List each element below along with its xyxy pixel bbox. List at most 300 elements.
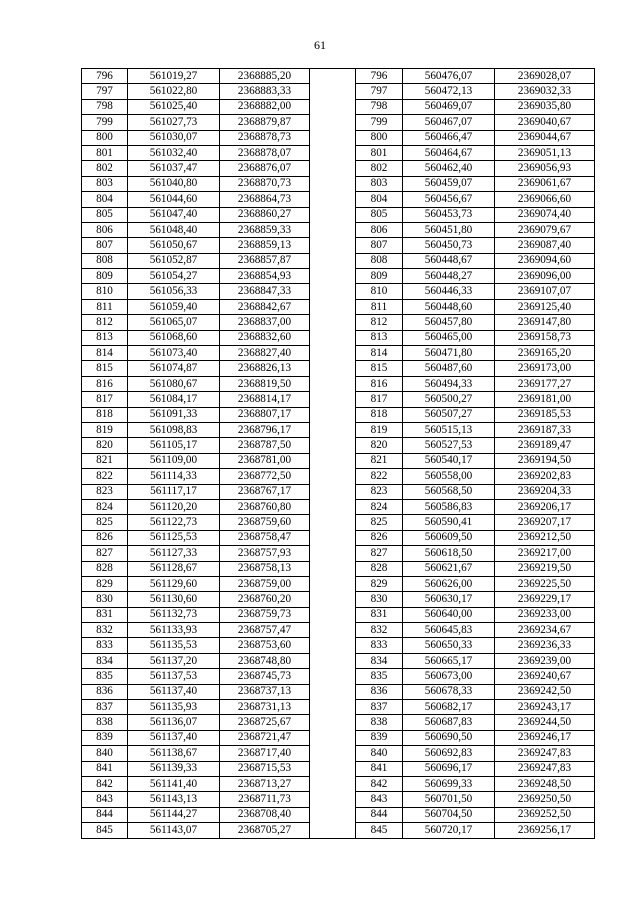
- right-point-number-cell: 801: [356, 145, 403, 160]
- left-x-coordinate-cell: 561127,33: [128, 546, 220, 561]
- right-point-number-cell: 826: [356, 530, 403, 545]
- left-x-coordinate-cell: 561047,40: [128, 207, 220, 222]
- right-point-number-cell: 833: [356, 638, 403, 653]
- column-gap: [310, 561, 356, 576]
- left-y-coordinate-cell: 2368767,17: [220, 484, 310, 499]
- column-gap: [310, 530, 356, 545]
- table-row: [82, 99, 595, 114]
- left-point-number-cell: 831: [82, 607, 128, 622]
- column-gap: [310, 269, 356, 284]
- column-gap: [310, 422, 356, 437]
- table-row: [82, 546, 595, 561]
- right-point-number-cell: 807: [356, 238, 403, 253]
- right-point-number-cell: 831: [356, 607, 403, 622]
- right-y-coordinate-cell: 2369181,00: [495, 392, 595, 407]
- right-x-coordinate-cell: 560469,07: [403, 99, 495, 114]
- left-point-number-cell: 836: [82, 684, 128, 699]
- right-point-number-cell: 813: [356, 330, 403, 345]
- right-point-number-cell: 840: [356, 746, 403, 761]
- right-x-coordinate-cell: 560527,53: [403, 438, 495, 453]
- right-point-number-cell: 810: [356, 284, 403, 299]
- left-x-coordinate-cell: 561139,33: [128, 761, 220, 776]
- right-y-coordinate-cell: 2369074,40: [495, 207, 595, 222]
- left-y-coordinate-cell: 2368715,53: [220, 761, 310, 776]
- left-point-number-cell: 827: [82, 546, 128, 561]
- right-x-coordinate-cell: 560650,33: [403, 638, 495, 653]
- right-x-coordinate-cell: 560448,67: [403, 253, 495, 268]
- table-row: [82, 453, 595, 468]
- left-y-coordinate-cell: 2368878,73: [220, 130, 310, 145]
- column-gap: [310, 715, 356, 730]
- table-row: [82, 69, 595, 84]
- left-y-coordinate-cell: 2368753,60: [220, 638, 310, 653]
- left-point-number-cell: 818: [82, 407, 128, 422]
- left-y-coordinate-cell: 2368854,93: [220, 269, 310, 284]
- right-y-coordinate-cell: 2369040,67: [495, 115, 595, 130]
- left-point-number-cell: 840: [82, 746, 128, 761]
- left-y-coordinate-cell: 2368860,27: [220, 207, 310, 222]
- left-x-coordinate-cell: 561027,73: [128, 115, 220, 130]
- right-x-coordinate-cell: 560472,13: [403, 84, 495, 99]
- column-gap: [310, 730, 356, 745]
- table-row: [82, 515, 595, 530]
- left-x-coordinate-cell: 561128,67: [128, 561, 220, 576]
- right-point-number-cell: 818: [356, 407, 403, 422]
- left-x-coordinate-cell: 561135,53: [128, 638, 220, 653]
- right-x-coordinate-cell: 560690,50: [403, 730, 495, 745]
- column-gap: [310, 69, 356, 84]
- left-x-coordinate-cell: 561044,60: [128, 192, 220, 207]
- right-y-coordinate-cell: 2369236,33: [495, 638, 595, 653]
- column-gap: [310, 807, 356, 822]
- right-y-coordinate-cell: 2369250,50: [495, 792, 595, 807]
- right-point-number-cell: 842: [356, 776, 403, 791]
- left-point-number-cell: 809: [82, 269, 128, 284]
- right-x-coordinate-cell: 560696,17: [403, 761, 495, 776]
- table-row: [82, 438, 595, 453]
- left-point-number-cell: 832: [82, 623, 128, 638]
- right-y-coordinate-cell: 2369094,60: [495, 253, 595, 268]
- left-y-coordinate-cell: 2368757,47: [220, 623, 310, 638]
- left-x-coordinate-cell: 561048,40: [128, 222, 220, 237]
- left-y-coordinate-cell: 2368796,17: [220, 422, 310, 437]
- right-x-coordinate-cell: 560682,17: [403, 700, 495, 715]
- right-y-coordinate-cell: 2369194,50: [495, 453, 595, 468]
- right-y-coordinate-cell: 2369185,53: [495, 407, 595, 422]
- table-row: [82, 730, 595, 745]
- left-y-coordinate-cell: 2368758,13: [220, 561, 310, 576]
- left-y-coordinate-cell: 2368814,17: [220, 392, 310, 407]
- right-point-number-cell: 824: [356, 499, 403, 514]
- left-y-coordinate-cell: 2368757,93: [220, 546, 310, 561]
- left-x-coordinate-cell: 561074,87: [128, 361, 220, 376]
- table-row: [82, 715, 595, 730]
- table-row: [82, 422, 595, 437]
- left-x-coordinate-cell: 561084,17: [128, 392, 220, 407]
- left-x-coordinate-cell: 561136,07: [128, 715, 220, 730]
- right-point-number-cell: 798: [356, 99, 403, 114]
- right-x-coordinate-cell: 560500,27: [403, 392, 495, 407]
- left-x-coordinate-cell: 561129,60: [128, 576, 220, 591]
- column-gap: [310, 192, 356, 207]
- right-x-coordinate-cell: 560465,00: [403, 330, 495, 345]
- column-gap: [310, 407, 356, 422]
- table-row: [82, 576, 595, 591]
- left-y-coordinate-cell: 2368758,47: [220, 530, 310, 545]
- right-point-number-cell: 830: [356, 592, 403, 607]
- left-point-number-cell: 815: [82, 361, 128, 376]
- right-point-number-cell: 829: [356, 576, 403, 591]
- right-x-coordinate-cell: 560466,47: [403, 130, 495, 145]
- left-point-number-cell: 817: [82, 392, 128, 407]
- table-row: [82, 484, 595, 499]
- left-point-number-cell: 833: [82, 638, 128, 653]
- table-row: [82, 253, 595, 268]
- table-row: [82, 607, 595, 622]
- table-row: [82, 530, 595, 545]
- left-x-coordinate-cell: 561025,40: [128, 99, 220, 114]
- right-y-coordinate-cell: 2369165,20: [495, 346, 595, 361]
- table-row: [82, 299, 595, 314]
- left-x-coordinate-cell: 561137,53: [128, 669, 220, 684]
- right-y-coordinate-cell: 2369087,40: [495, 238, 595, 253]
- left-x-coordinate-cell: 561125,53: [128, 530, 220, 545]
- right-y-coordinate-cell: 2369125,40: [495, 299, 595, 314]
- right-point-number-cell: 814: [356, 346, 403, 361]
- left-point-number-cell: 820: [82, 438, 128, 453]
- table-row: [82, 469, 595, 484]
- table-row: [82, 161, 595, 176]
- left-point-number-cell: 842: [82, 776, 128, 791]
- column-gap: [310, 592, 356, 607]
- table-row: [82, 684, 595, 699]
- column-gap: [310, 746, 356, 761]
- left-point-number-cell: 805: [82, 207, 128, 222]
- left-point-number-cell: 828: [82, 561, 128, 576]
- column-gap: [310, 253, 356, 268]
- right-y-coordinate-cell: 2369248,50: [495, 776, 595, 791]
- column-gap: [310, 284, 356, 299]
- table-row: [82, 376, 595, 391]
- right-y-coordinate-cell: 2369229,17: [495, 592, 595, 607]
- column-gap: [310, 700, 356, 715]
- right-y-coordinate-cell: 2369256,17: [495, 823, 595, 838]
- right-y-coordinate-cell: 2369189,47: [495, 438, 595, 453]
- left-y-coordinate-cell: 2368878,07: [220, 145, 310, 160]
- right-x-coordinate-cell: 560450,73: [403, 238, 495, 253]
- left-x-coordinate-cell: 561114,33: [128, 469, 220, 484]
- right-y-coordinate-cell: 2369233,00: [495, 607, 595, 622]
- column-gap: [310, 346, 356, 361]
- column-gap: [310, 469, 356, 484]
- table-row: [82, 623, 595, 638]
- column-gap: [310, 176, 356, 191]
- column-gap: [310, 84, 356, 99]
- left-x-coordinate-cell: 561040,80: [128, 176, 220, 191]
- right-point-number-cell: 800: [356, 130, 403, 145]
- right-point-number-cell: 827: [356, 546, 403, 561]
- table-row: [82, 392, 595, 407]
- left-point-number-cell: 814: [82, 346, 128, 361]
- left-y-coordinate-cell: 2368837,00: [220, 315, 310, 330]
- right-x-coordinate-cell: 560448,60: [403, 299, 495, 314]
- left-point-number-cell: 798: [82, 99, 128, 114]
- right-point-number-cell: 804: [356, 192, 403, 207]
- right-x-coordinate-cell: 560446,33: [403, 284, 495, 299]
- left-y-coordinate-cell: 2368760,80: [220, 499, 310, 514]
- left-point-number-cell: 838: [82, 715, 128, 730]
- right-x-coordinate-cell: 560673,00: [403, 669, 495, 684]
- column-gap: [310, 792, 356, 807]
- right-x-coordinate-cell: 560467,07: [403, 115, 495, 130]
- right-point-number-cell: 841: [356, 761, 403, 776]
- column-gap: [310, 638, 356, 653]
- column-gap: [310, 361, 356, 376]
- right-point-number-cell: 825: [356, 515, 403, 530]
- right-point-number-cell: 819: [356, 422, 403, 437]
- table-row: [82, 115, 595, 130]
- table-row: [82, 592, 595, 607]
- left-point-number-cell: 799: [82, 115, 128, 130]
- left-x-coordinate-cell: 561109,00: [128, 453, 220, 468]
- right-x-coordinate-cell: 560640,00: [403, 607, 495, 622]
- right-x-coordinate-cell: 560609,50: [403, 530, 495, 545]
- left-x-coordinate-cell: 561019,27: [128, 69, 220, 84]
- left-x-coordinate-cell: 561122,73: [128, 515, 220, 530]
- right-x-coordinate-cell: 560586,83: [403, 499, 495, 514]
- left-point-number-cell: 812: [82, 315, 128, 330]
- right-y-coordinate-cell: 2369158,73: [495, 330, 595, 345]
- left-x-coordinate-cell: 561143,13: [128, 792, 220, 807]
- right-x-coordinate-cell: 560687,83: [403, 715, 495, 730]
- right-y-coordinate-cell: 2369202,83: [495, 469, 595, 484]
- left-point-number-cell: 811: [82, 299, 128, 314]
- left-y-coordinate-cell: 2368721,47: [220, 730, 310, 745]
- right-x-coordinate-cell: 560487,60: [403, 361, 495, 376]
- right-x-coordinate-cell: 560701,50: [403, 792, 495, 807]
- table-row: [82, 761, 595, 776]
- left-x-coordinate-cell: 561120,20: [128, 499, 220, 514]
- left-x-coordinate-cell: 561141,40: [128, 776, 220, 791]
- right-y-coordinate-cell: 2369243,17: [495, 700, 595, 715]
- right-x-coordinate-cell: 560621,67: [403, 561, 495, 576]
- right-x-coordinate-cell: 560699,33: [403, 776, 495, 791]
- left-x-coordinate-cell: 561032,40: [128, 145, 220, 160]
- left-point-number-cell: 825: [82, 515, 128, 530]
- left-point-number-cell: 808: [82, 253, 128, 268]
- right-y-coordinate-cell: 2369217,00: [495, 546, 595, 561]
- table-row: [82, 407, 595, 422]
- left-point-number-cell: 824: [82, 499, 128, 514]
- left-x-coordinate-cell: 561137,40: [128, 684, 220, 699]
- column-gap: [310, 222, 356, 237]
- left-x-coordinate-cell: 561133,93: [128, 623, 220, 638]
- table-row: [82, 746, 595, 761]
- left-y-coordinate-cell: 2368731,13: [220, 700, 310, 715]
- left-x-coordinate-cell: 561135,93: [128, 700, 220, 715]
- right-point-number-cell: 809: [356, 269, 403, 284]
- left-y-coordinate-cell: 2368717,40: [220, 746, 310, 761]
- left-y-coordinate-cell: 2368759,00: [220, 576, 310, 591]
- right-y-coordinate-cell: 2369056,93: [495, 161, 595, 176]
- right-point-number-cell: 832: [356, 623, 403, 638]
- column-gap: [310, 607, 356, 622]
- left-x-coordinate-cell: 561105,17: [128, 438, 220, 453]
- right-x-coordinate-cell: 560507,27: [403, 407, 495, 422]
- right-x-coordinate-cell: 560457,80: [403, 315, 495, 330]
- table-row: [82, 145, 595, 160]
- table-row: [82, 561, 595, 576]
- column-gap: [310, 315, 356, 330]
- right-point-number-cell: 838: [356, 715, 403, 730]
- left-y-coordinate-cell: 2368781,00: [220, 453, 310, 468]
- left-y-coordinate-cell: 2368859,33: [220, 222, 310, 237]
- table-row: [82, 222, 595, 237]
- left-point-number-cell: 802: [82, 161, 128, 176]
- right-point-number-cell: 822: [356, 469, 403, 484]
- left-point-number-cell: 796: [82, 69, 128, 84]
- column-gap: [310, 576, 356, 591]
- column-gap: [310, 776, 356, 791]
- table-row: [82, 346, 595, 361]
- left-y-coordinate-cell: 2368772,50: [220, 469, 310, 484]
- right-point-number-cell: 796: [356, 69, 403, 84]
- right-x-coordinate-cell: 560558,00: [403, 469, 495, 484]
- left-y-coordinate-cell: 2368876,07: [220, 161, 310, 176]
- column-gap: [310, 484, 356, 499]
- column-gap: [310, 823, 356, 838]
- left-y-coordinate-cell: 2368705,27: [220, 823, 310, 838]
- coordinates-table: [81, 68, 595, 839]
- right-x-coordinate-cell: 560626,00: [403, 576, 495, 591]
- column-gap: [310, 161, 356, 176]
- left-y-coordinate-cell: 2368879,87: [220, 115, 310, 130]
- right-y-coordinate-cell: 2369079,67: [495, 222, 595, 237]
- table-row: [82, 669, 595, 684]
- column-gap: [310, 99, 356, 114]
- column-gap: [310, 453, 356, 468]
- right-x-coordinate-cell: 560678,33: [403, 684, 495, 699]
- left-point-number-cell: 806: [82, 222, 128, 237]
- left-x-coordinate-cell: 561144,27: [128, 807, 220, 822]
- right-y-coordinate-cell: 2369225,50: [495, 576, 595, 591]
- left-x-coordinate-cell: 561080,67: [128, 376, 220, 391]
- left-point-number-cell: 823: [82, 484, 128, 499]
- column-gap: [310, 669, 356, 684]
- left-y-coordinate-cell: 2368857,87: [220, 253, 310, 268]
- table-row: [82, 807, 595, 822]
- table-row: [82, 130, 595, 145]
- left-y-coordinate-cell: 2368725,67: [220, 715, 310, 730]
- left-x-coordinate-cell: 561030,07: [128, 130, 220, 145]
- left-x-coordinate-cell: 561132,73: [128, 607, 220, 622]
- left-x-coordinate-cell: 561137,40: [128, 730, 220, 745]
- left-point-number-cell: 845: [82, 823, 128, 838]
- left-y-coordinate-cell: 2368759,73: [220, 607, 310, 622]
- right-y-coordinate-cell: 2369204,33: [495, 484, 595, 499]
- right-x-coordinate-cell: 560618,50: [403, 546, 495, 561]
- left-y-coordinate-cell: 2368870,73: [220, 176, 310, 191]
- right-x-coordinate-cell: 560540,17: [403, 453, 495, 468]
- right-point-number-cell: 836: [356, 684, 403, 699]
- right-y-coordinate-cell: 2369212,50: [495, 530, 595, 545]
- column-gap: [310, 115, 356, 130]
- right-y-coordinate-cell: 2369242,50: [495, 684, 595, 699]
- column-gap: [310, 299, 356, 314]
- left-y-coordinate-cell: 2368807,17: [220, 407, 310, 422]
- left-y-coordinate-cell: 2368787,50: [220, 438, 310, 453]
- column-gap: [310, 376, 356, 391]
- column-gap: [310, 761, 356, 776]
- right-x-coordinate-cell: 560456,67: [403, 192, 495, 207]
- column-gap: [310, 130, 356, 145]
- left-point-number-cell: 810: [82, 284, 128, 299]
- right-x-coordinate-cell: 560462,40: [403, 161, 495, 176]
- column-gap: [310, 330, 356, 345]
- table-row: [82, 207, 595, 222]
- right-point-number-cell: 816: [356, 376, 403, 391]
- right-y-coordinate-cell: 2369028,07: [495, 69, 595, 84]
- right-y-coordinate-cell: 2369240,67: [495, 669, 595, 684]
- left-y-coordinate-cell: 2368748,80: [220, 653, 310, 668]
- table-row: [82, 238, 595, 253]
- column-gap: [310, 499, 356, 514]
- left-x-coordinate-cell: 561091,33: [128, 407, 220, 422]
- left-y-coordinate-cell: 2368842,67: [220, 299, 310, 314]
- right-point-number-cell: 835: [356, 669, 403, 684]
- right-y-coordinate-cell: 2369061,67: [495, 176, 595, 191]
- left-y-coordinate-cell: 2368713,27: [220, 776, 310, 791]
- table-row: [82, 700, 595, 715]
- left-x-coordinate-cell: 561037,47: [128, 161, 220, 176]
- left-point-number-cell: 797: [82, 84, 128, 99]
- left-point-number-cell: 839: [82, 730, 128, 745]
- right-point-number-cell: 817: [356, 392, 403, 407]
- right-point-number-cell: 820: [356, 438, 403, 453]
- right-y-coordinate-cell: 2369234,67: [495, 623, 595, 638]
- left-y-coordinate-cell: 2368760,20: [220, 592, 310, 607]
- right-point-number-cell: 834: [356, 653, 403, 668]
- left-y-coordinate-cell: 2368859,13: [220, 238, 310, 253]
- left-x-coordinate-cell: 561143,07: [128, 823, 220, 838]
- right-y-coordinate-cell: 2369207,17: [495, 515, 595, 530]
- left-y-coordinate-cell: 2368882,00: [220, 99, 310, 114]
- right-x-coordinate-cell: 560720,17: [403, 823, 495, 838]
- left-x-coordinate-cell: 561117,17: [128, 484, 220, 499]
- left-point-number-cell: 801: [82, 145, 128, 160]
- left-point-number-cell: 819: [82, 422, 128, 437]
- left-x-coordinate-cell: 561065,07: [128, 315, 220, 330]
- left-x-coordinate-cell: 561098,83: [128, 422, 220, 437]
- column-gap: [310, 238, 356, 253]
- left-x-coordinate-cell: 561056,33: [128, 284, 220, 299]
- left-y-coordinate-cell: 2368708,40: [220, 807, 310, 822]
- right-x-coordinate-cell: 560471,80: [403, 346, 495, 361]
- right-point-number-cell: 803: [356, 176, 403, 191]
- right-point-number-cell: 845: [356, 823, 403, 838]
- left-y-coordinate-cell: 2368819,50: [220, 376, 310, 391]
- left-point-number-cell: 816: [82, 376, 128, 391]
- right-y-coordinate-cell: 2369247,83: [495, 746, 595, 761]
- table-row: [82, 315, 595, 330]
- right-point-number-cell: 812: [356, 315, 403, 330]
- table-row: [82, 284, 595, 299]
- right-y-coordinate-cell: 2369051,13: [495, 145, 595, 160]
- right-point-number-cell: 799: [356, 115, 403, 130]
- left-x-coordinate-cell: 561137,20: [128, 653, 220, 668]
- left-point-number-cell: 841: [82, 761, 128, 776]
- left-y-coordinate-cell: 2368826,13: [220, 361, 310, 376]
